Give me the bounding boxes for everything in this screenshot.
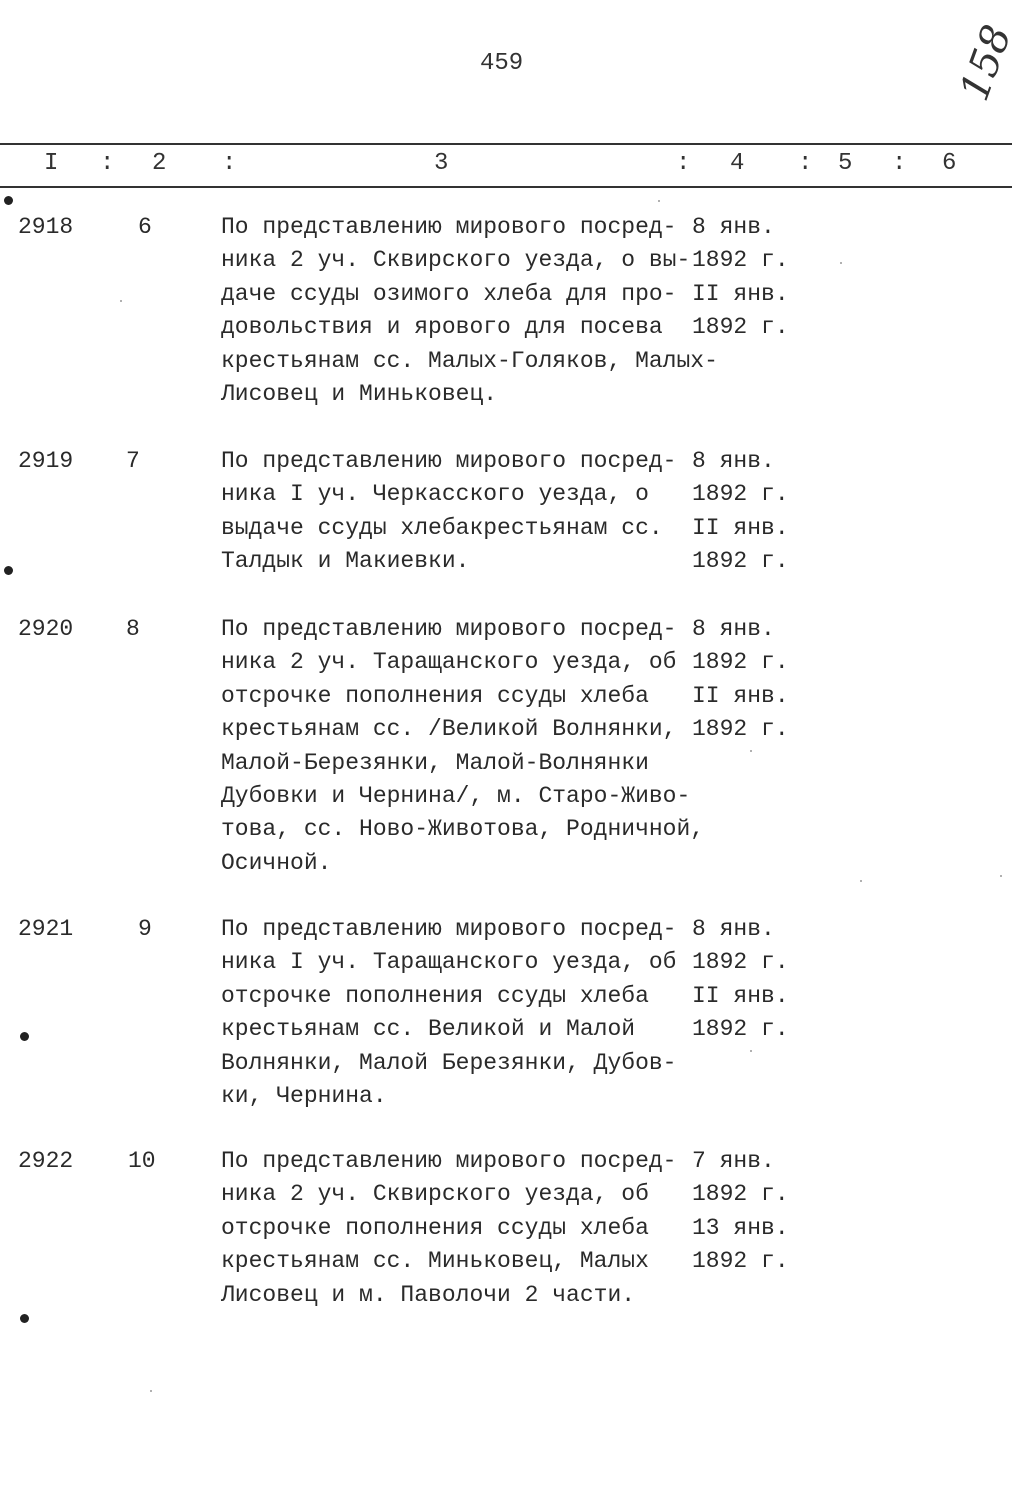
header-top-rule: [0, 143, 1012, 145]
column-header-3: 3: [434, 150, 449, 177]
record-date: 8 янв.: [692, 448, 775, 474]
record-description-line: отсрочке пополнения ссуды хлеба: [221, 982, 649, 1009]
record-description-line: По представлению мирового посред-: [221, 448, 677, 474]
binder-hole-mark: [4, 566, 13, 575]
record-number: 2920: [18, 616, 74, 642]
record-description-line: По представлению мирового посред-: [221, 214, 677, 240]
paper-speck: [840, 262, 842, 264]
archive-sheet-number: 158: [951, 19, 1021, 107]
record-description-line: крестьянам сс. Великой и Малой: [221, 1016, 636, 1043]
record-description-line: ника 2 уч. Сквирского уезда, об: [221, 1181, 649, 1208]
record-date: 1892 г.: [692, 1248, 789, 1275]
record-description-line: отсрочке пополнения ссуды хлеба: [221, 682, 649, 709]
record-description-line: Дубовки и Чернина/, м. Старо-Живо-: [221, 783, 691, 809]
record-date: 1892 г.: [692, 1181, 789, 1208]
record-date: 1892 г.: [692, 949, 789, 976]
binder-hole-mark: [20, 1032, 29, 1041]
record-date: 8 янв.: [692, 214, 775, 240]
record-date: 7 янв.: [692, 1148, 775, 1174]
record-description-line: ника 2 уч. Таращанского уезда, об: [221, 649, 677, 676]
record-description-line: крестьянам сс. Миньковец, Малых: [221, 1248, 649, 1275]
paper-speck: [750, 1050, 752, 1052]
column-separator: :: [222, 150, 237, 177]
column-separator: :: [798, 150, 813, 177]
paper-speck: [750, 750, 752, 752]
record-description-line: ника I уч. Черкасского уезда, о: [221, 481, 649, 508]
record-date: 8 янв.: [692, 616, 775, 642]
record-number: 2919: [18, 448, 74, 474]
record-description-line: даче ссуды озимого хлеба для про-: [221, 280, 677, 307]
record-description-line: довольствия и ярового для посева: [221, 314, 663, 341]
paper-speck: [658, 200, 660, 202]
record-date: 1892 г.: [692, 314, 789, 341]
column-header-1: I: [44, 150, 59, 177]
record-description-line: отсрочке пополнения ссуды хлеба: [221, 1214, 649, 1241]
paper-speck: [120, 300, 122, 302]
record-number: 2921: [18, 916, 74, 942]
binder-hole-mark: [20, 1314, 29, 1323]
paper-speck: [150, 1390, 152, 1392]
record-index: 8: [126, 616, 140, 642]
paper-speck: [1000, 875, 1002, 877]
column-separator: :: [100, 150, 115, 177]
column-header-4: 4: [730, 150, 745, 177]
record-description-line: По представлению мирового посред-: [221, 916, 677, 942]
record-number: 2918: [18, 214, 74, 240]
record-number: 2922: [18, 1148, 74, 1174]
record-description-line: Волнянки, Малой Березянки, Дубов-: [221, 1049, 677, 1076]
record-date: II янв.: [692, 280, 789, 307]
column-separator: :: [892, 150, 907, 177]
record-description-line: крестьянам сс. Малых-Голяков, Малых-: [221, 347, 718, 374]
page-number: 459: [480, 50, 524, 77]
record-date: II янв.: [692, 682, 789, 709]
column-header-5: 5: [838, 150, 853, 177]
record-date: 1892 г.: [692, 548, 789, 575]
record-description-line: Лисовец и Миньковец.: [221, 381, 498, 407]
record-description-line: выдаче ссуды хлебакрестьянам сс.: [221, 514, 663, 541]
header-bottom-rule: [0, 186, 1012, 188]
record-date: II янв.: [692, 514, 789, 541]
record-description-line: По представлению мирового посред-: [221, 616, 677, 642]
record-index: 6: [138, 214, 152, 240]
record-index: 9: [138, 916, 152, 942]
record-index: 10: [128, 1148, 156, 1174]
record-date: 1892 г.: [692, 716, 789, 743]
record-date: 8 янв.: [692, 916, 775, 942]
record-date: 13 янв.: [692, 1214, 789, 1241]
record-description-line: Осичной.: [221, 849, 332, 876]
record-description-line: ника 2 уч. Сквирского уезда, о вы-: [221, 247, 691, 274]
column-header-6: 6: [942, 150, 957, 177]
binder-hole-mark: [4, 196, 13, 205]
record-description-line: По представлению мирового посред-: [221, 1148, 677, 1174]
record-description-line: Талдык и Макиевки.: [221, 548, 470, 575]
record-date: 1892 г.: [692, 247, 789, 274]
record-description-line: крестьянам сс. /Великой Волнянки,: [221, 716, 677, 743]
paper-speck: [860, 880, 862, 882]
column-separator: :: [676, 150, 691, 177]
record-date: 1892 г.: [692, 1016, 789, 1043]
record-index: 7: [126, 448, 140, 474]
record-date: 1892 г.: [692, 649, 789, 676]
record-date: II янв.: [692, 982, 789, 1009]
record-description-line: ки, Чернина.: [221, 1083, 387, 1109]
record-description-line: това, сс. Ново-Животова, Родничной,: [221, 816, 705, 843]
record-description-line: Лисовец и м. Паволочи 2 части.: [221, 1281, 636, 1308]
record-description-line: Малой-Березянки, Малой-Волнянки: [221, 749, 649, 776]
column-header-2: 2: [152, 150, 167, 177]
record-date: 1892 г.: [692, 481, 789, 508]
record-description-line: ника I уч. Таращанского уезда, об: [221, 949, 677, 976]
